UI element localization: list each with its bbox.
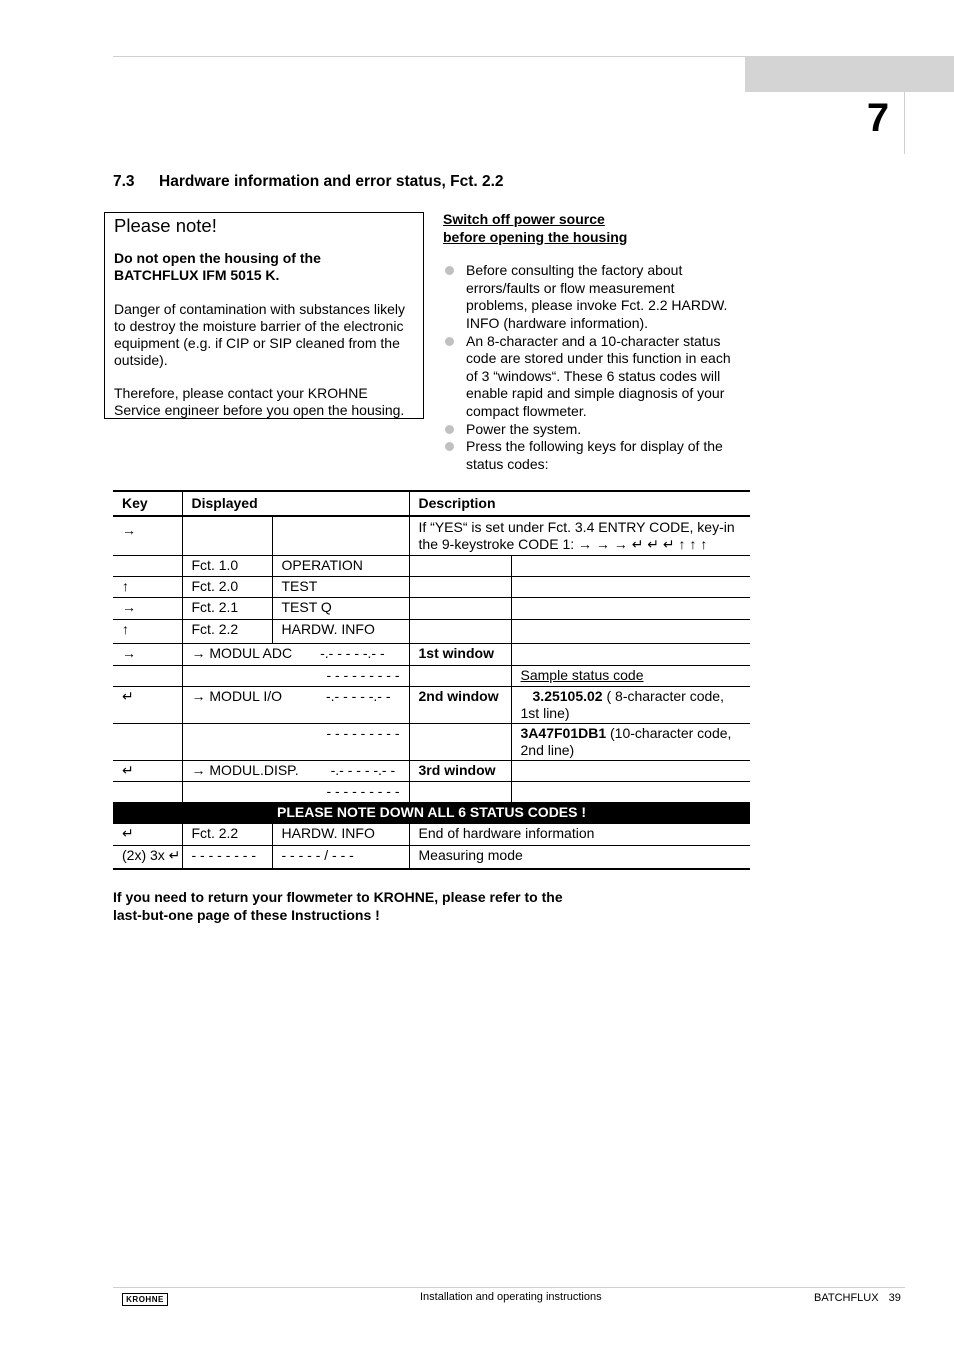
table-row: ↑ Fct. 2.0 TEST bbox=[113, 576, 750, 597]
section-heading bbox=[113, 173, 504, 191]
bullet-icon bbox=[445, 266, 454, 275]
header-key: Key bbox=[113, 491, 182, 516]
list-item: Power the system. bbox=[443, 421, 753, 439]
krohne-logo: KROHNE bbox=[122, 1293, 168, 1306]
table-row: - - - - - - - - - Sample status code bbox=[113, 665, 750, 686]
page-number: 39 bbox=[888, 1292, 901, 1304]
table-row: → → MODUL ADC -.- - - - -.- - 1st window bbox=[113, 643, 750, 665]
note-paragraph-1: Danger of contamination with substances likely to destroy the moisture barrier of the electronic equipment (e.g. if CIP or SIP cleaned from the outside). bbox=[114, 301, 406, 368]
table-row: ↵ → MODUL.DISP. -.- - - - -.- - 3rd window bbox=[113, 760, 750, 781]
bullet-icon bbox=[445, 442, 454, 451]
table-row: → If “YES“ is set under Fct. 3.4 ENTRY CODE, key-in the 9-keystroke CODE 1: → → → ↵ ↵ ↵ ↑ ↑ ↑ bbox=[113, 516, 750, 555]
table-row: ↵ → MODUL I/O -.- - - - -.- - 2nd window 3.25105.02 ( 8-character code, 1st line) bbox=[113, 686, 750, 723]
section-number: 7.3 bbox=[113, 173, 135, 190]
table-row: (2x) 3x ↵ - - - - - - - - - - - - - / - - - Measuring mode bbox=[113, 845, 750, 869]
list-item: Press the following keys for display of the status codes: bbox=[443, 438, 753, 473]
header-description: Description bbox=[409, 491, 750, 516]
footer-rule bbox=[113, 1287, 905, 1288]
table-row: → Fct. 2.1 TEST Q bbox=[113, 597, 750, 619]
chapter-number: 7 bbox=[866, 96, 890, 140]
chapter-divider bbox=[904, 92, 905, 154]
table-row: - - - - - - - - - bbox=[113, 781, 750, 802]
status-code-banner-row bbox=[113, 802, 750, 823]
note-warning: Do not open the housing of the BATCHFLUX IFM 5015 K. bbox=[114, 250, 321, 283]
footer-product: BATCHFLUX bbox=[814, 1292, 879, 1304]
power-warning: Switch off power source before opening the housing bbox=[443, 211, 628, 245]
status-code-banner: PLEASE NOTE DOWN ALL 6 STATUS CODES ! bbox=[113, 802, 750, 823]
section-title: Hardware information and error status, Fct. 2.2 bbox=[159, 173, 504, 190]
instruction-list bbox=[443, 262, 753, 473]
list-item: An 8-character and a 10-character status code are stored under this function in each of 3 “windows“. These 6 status codes will enable rapid and simple diagnosis of your compact flowmeter. bbox=[443, 333, 753, 421]
chapter-bar bbox=[745, 56, 954, 92]
please-note-box bbox=[104, 212, 424, 419]
table-row: ↑ Fct. 2.2 HARDW. INFO bbox=[113, 619, 750, 643]
footer-doc-title: Installation and operating instructions bbox=[420, 1291, 602, 1303]
bullet-icon bbox=[445, 425, 454, 434]
bullet-icon bbox=[445, 337, 454, 346]
instructions-column bbox=[443, 211, 753, 473]
key-sequence-table bbox=[113, 490, 750, 870]
footer-page-info bbox=[814, 1292, 901, 1304]
table-row: - - - - - - - - - 3A47F01DB1 (10-character code, 2nd line) bbox=[113, 723, 750, 760]
note-title: Please note! bbox=[114, 215, 217, 236]
table-header-row bbox=[113, 491, 750, 516]
table-row: Fct. 1.0 OPERATION bbox=[113, 555, 750, 576]
return-notice: If you need to return your flowmeter to KROHNE, please refer to the last-but-one page of these Instructions ! bbox=[113, 889, 563, 923]
list-item: Before consulting the factory about errors/faults or flow measurement problems, please invoke Fct. 2.2 HARDW. INFO (hardware information). bbox=[443, 262, 753, 332]
header-displayed: Displayed bbox=[182, 491, 409, 516]
table-row: ↵ Fct. 2.2 HARDW. INFO End of hardware information bbox=[113, 823, 750, 845]
note-paragraph-2: Therefore, please contact your KROHNE Service engineer before you open the housing. bbox=[114, 385, 405, 418]
